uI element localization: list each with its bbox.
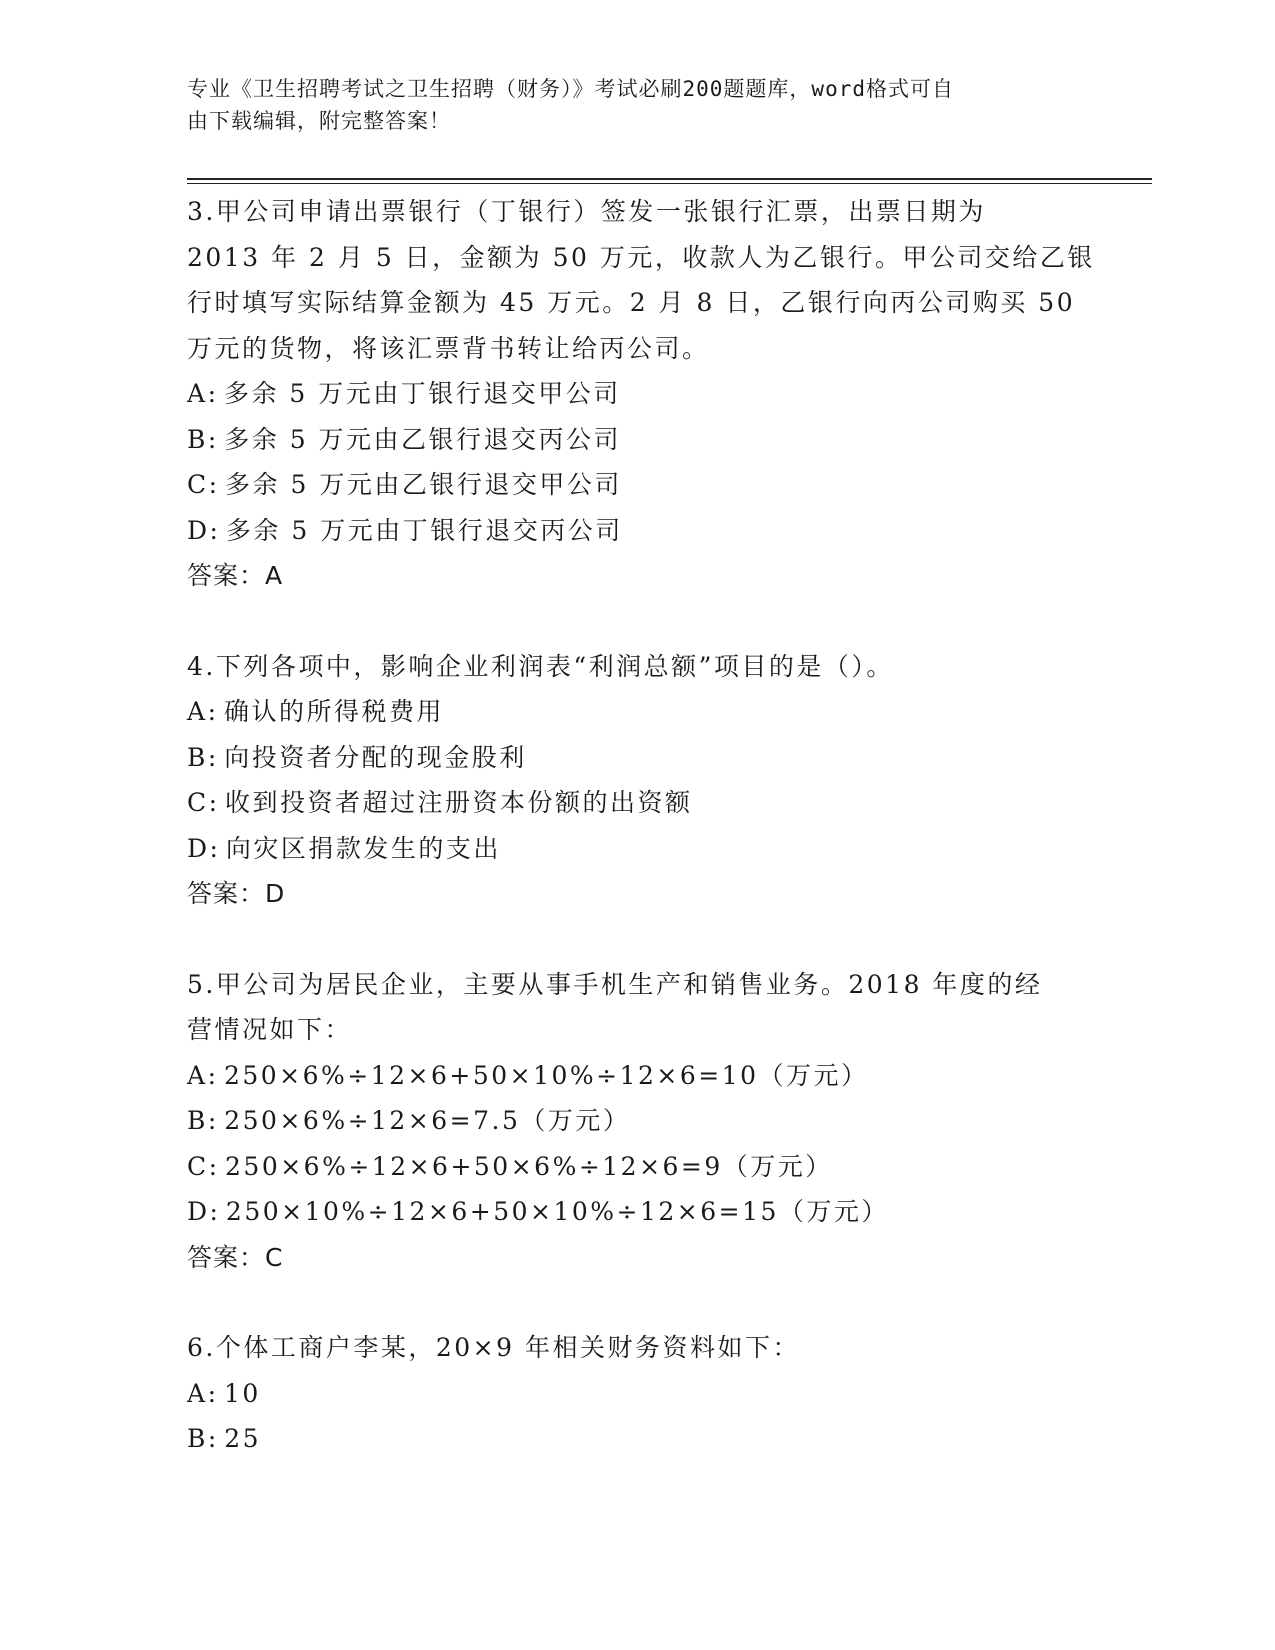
answer-line (187, 553, 1087, 599)
answer-value: A (265, 561, 284, 590)
question-stem-line: 3.甲公司申请出票银行（丁银行）签发一张银行汇票，出票日期为 (187, 197, 986, 226)
option-letter: A (187, 379, 208, 408)
option-c: C: 收到投资者超过注册资本份额的出资额 (187, 788, 693, 817)
option-text: 250×6%÷12×6=7.5（万元） (224, 1106, 631, 1135)
option-text: 25 (224, 1424, 262, 1453)
option-text: 250×6%÷12×6+50×10%÷12×6=10（万元） (223, 1060, 869, 1090)
option-a: A: 确认的所得税费用 (187, 697, 444, 726)
question-stem-line: 5.甲公司为居民企业，主要从事手机生产和销售业务。2018 年度的经 (187, 969, 1043, 999)
question-3 (187, 189, 1095, 599)
option-b: B: 多余 5 万元由乙银行退交丙公司 (187, 424, 622, 454)
option-a: A: 多余 5 万元由丁银行退交甲公司 (187, 379, 621, 408)
option-text: 多余 5 万元由乙银行退交丙公司 (224, 424, 622, 454)
option-b: B: 250×6%÷12×6=7.5（万元） (187, 1106, 631, 1135)
option-c: C: 250×6%÷12×6+50×6%÷12×6=9（万元） (187, 1151, 833, 1181)
question-stem-line: 4.下列各项中，影响企业利润表“利润总额”项目的是（）。 (187, 651, 894, 681)
option-c: C: 多余 5 万元由乙银行退交甲公司 (187, 470, 622, 499)
question-stem-line: 营情况如下： (187, 1015, 353, 1044)
option-letter: B (187, 1106, 208, 1135)
option-letter: C (187, 788, 209, 817)
option-text: 向投资者分配的现金股利 (224, 742, 527, 772)
option-letter: B (187, 1424, 208, 1453)
header-title-line-2: 由下载编辑，附完整答案！ (187, 109, 451, 133)
option-letter: D (187, 833, 210, 863)
question-stem-line: 万元的货物，将该汇票背书转让给丙公司。 (187, 333, 710, 363)
option-d: D: 多余 5 万元由丁银行退交丙公司 (187, 515, 623, 545)
option-text: 250×10%÷12×6+50×10%÷12×6=15（万元） (225, 1197, 889, 1226)
option-text: 250×6%÷12×6+50×6%÷12×6=9（万元） (225, 1151, 833, 1181)
option-text: 确认的所得税费用 (223, 697, 444, 726)
option-text: 多余 5 万元由丁银行退交甲公司 (223, 379, 621, 408)
option-letter: C (187, 470, 209, 499)
question-stem-line: 2013 年 2 月 5 日，金额为 50 万元，收款人为乙银行。甲公司交给乙银 (187, 242, 1095, 272)
question-6 (187, 1325, 1087, 1462)
option-d: D: 向灾区捐款发生的支出 (187, 833, 501, 863)
answer-label: 答案： (187, 1242, 266, 1272)
option-b: B: 25 (187, 1424, 262, 1453)
option-text: 多余 5 万元由丁银行退交丙公司 (225, 515, 623, 545)
answer-line (187, 871, 1087, 917)
option-letter: D (187, 515, 210, 545)
option-letter: A (187, 1060, 208, 1090)
option-text: 收到投资者超过注册资本份额的出资额 (225, 788, 693, 817)
question-list (187, 189, 1095, 1507)
option-text: 10 (223, 1378, 261, 1408)
header-divider-thin (187, 183, 1152, 184)
document-header (187, 73, 1067, 137)
option-letter: B (187, 742, 208, 772)
answer-label: 答案： (187, 561, 266, 590)
answer-label: 答案： (187, 879, 266, 908)
question-stem-line: 6.个体工商户李某，20×9 年相关财务资料如下： (187, 1333, 800, 1362)
header-divider-thick (187, 178, 1152, 180)
option-b: B: 向投资者分配的现金股利 (187, 742, 527, 772)
option-d: D: 250×10%÷12×6+50×10%÷12×6=15（万元） (187, 1197, 889, 1226)
option-a: A: 10 (187, 1378, 261, 1408)
option-letter: A (187, 697, 208, 726)
option-letter: C (187, 1151, 209, 1181)
option-a: A: 250×6%÷12×6+50×10%÷12×6=10（万元） (187, 1060, 869, 1090)
option-letter: B (187, 424, 208, 454)
option-text: 向灾区捐款发生的支出 (225, 833, 501, 863)
answer-line (187, 1235, 1087, 1281)
answer-value: C (265, 1242, 284, 1272)
question-stem-line: 行时填写实际结算金额为 45 万元。2 月 8 日，乙银行向丙公司购买 50 (187, 288, 1076, 317)
header-title-line-1: 专业《卫生招聘考试之卫生招聘（财务）》考试必刷200题题库，word格式可自 (187, 77, 954, 101)
answer-value: D (265, 879, 286, 908)
option-text: 多余 5 万元由乙银行退交甲公司 (225, 470, 622, 499)
question-4 (187, 644, 1087, 917)
option-letter: D (187, 1197, 210, 1226)
question-5 (187, 962, 1087, 1281)
option-letter: A (187, 1378, 208, 1408)
